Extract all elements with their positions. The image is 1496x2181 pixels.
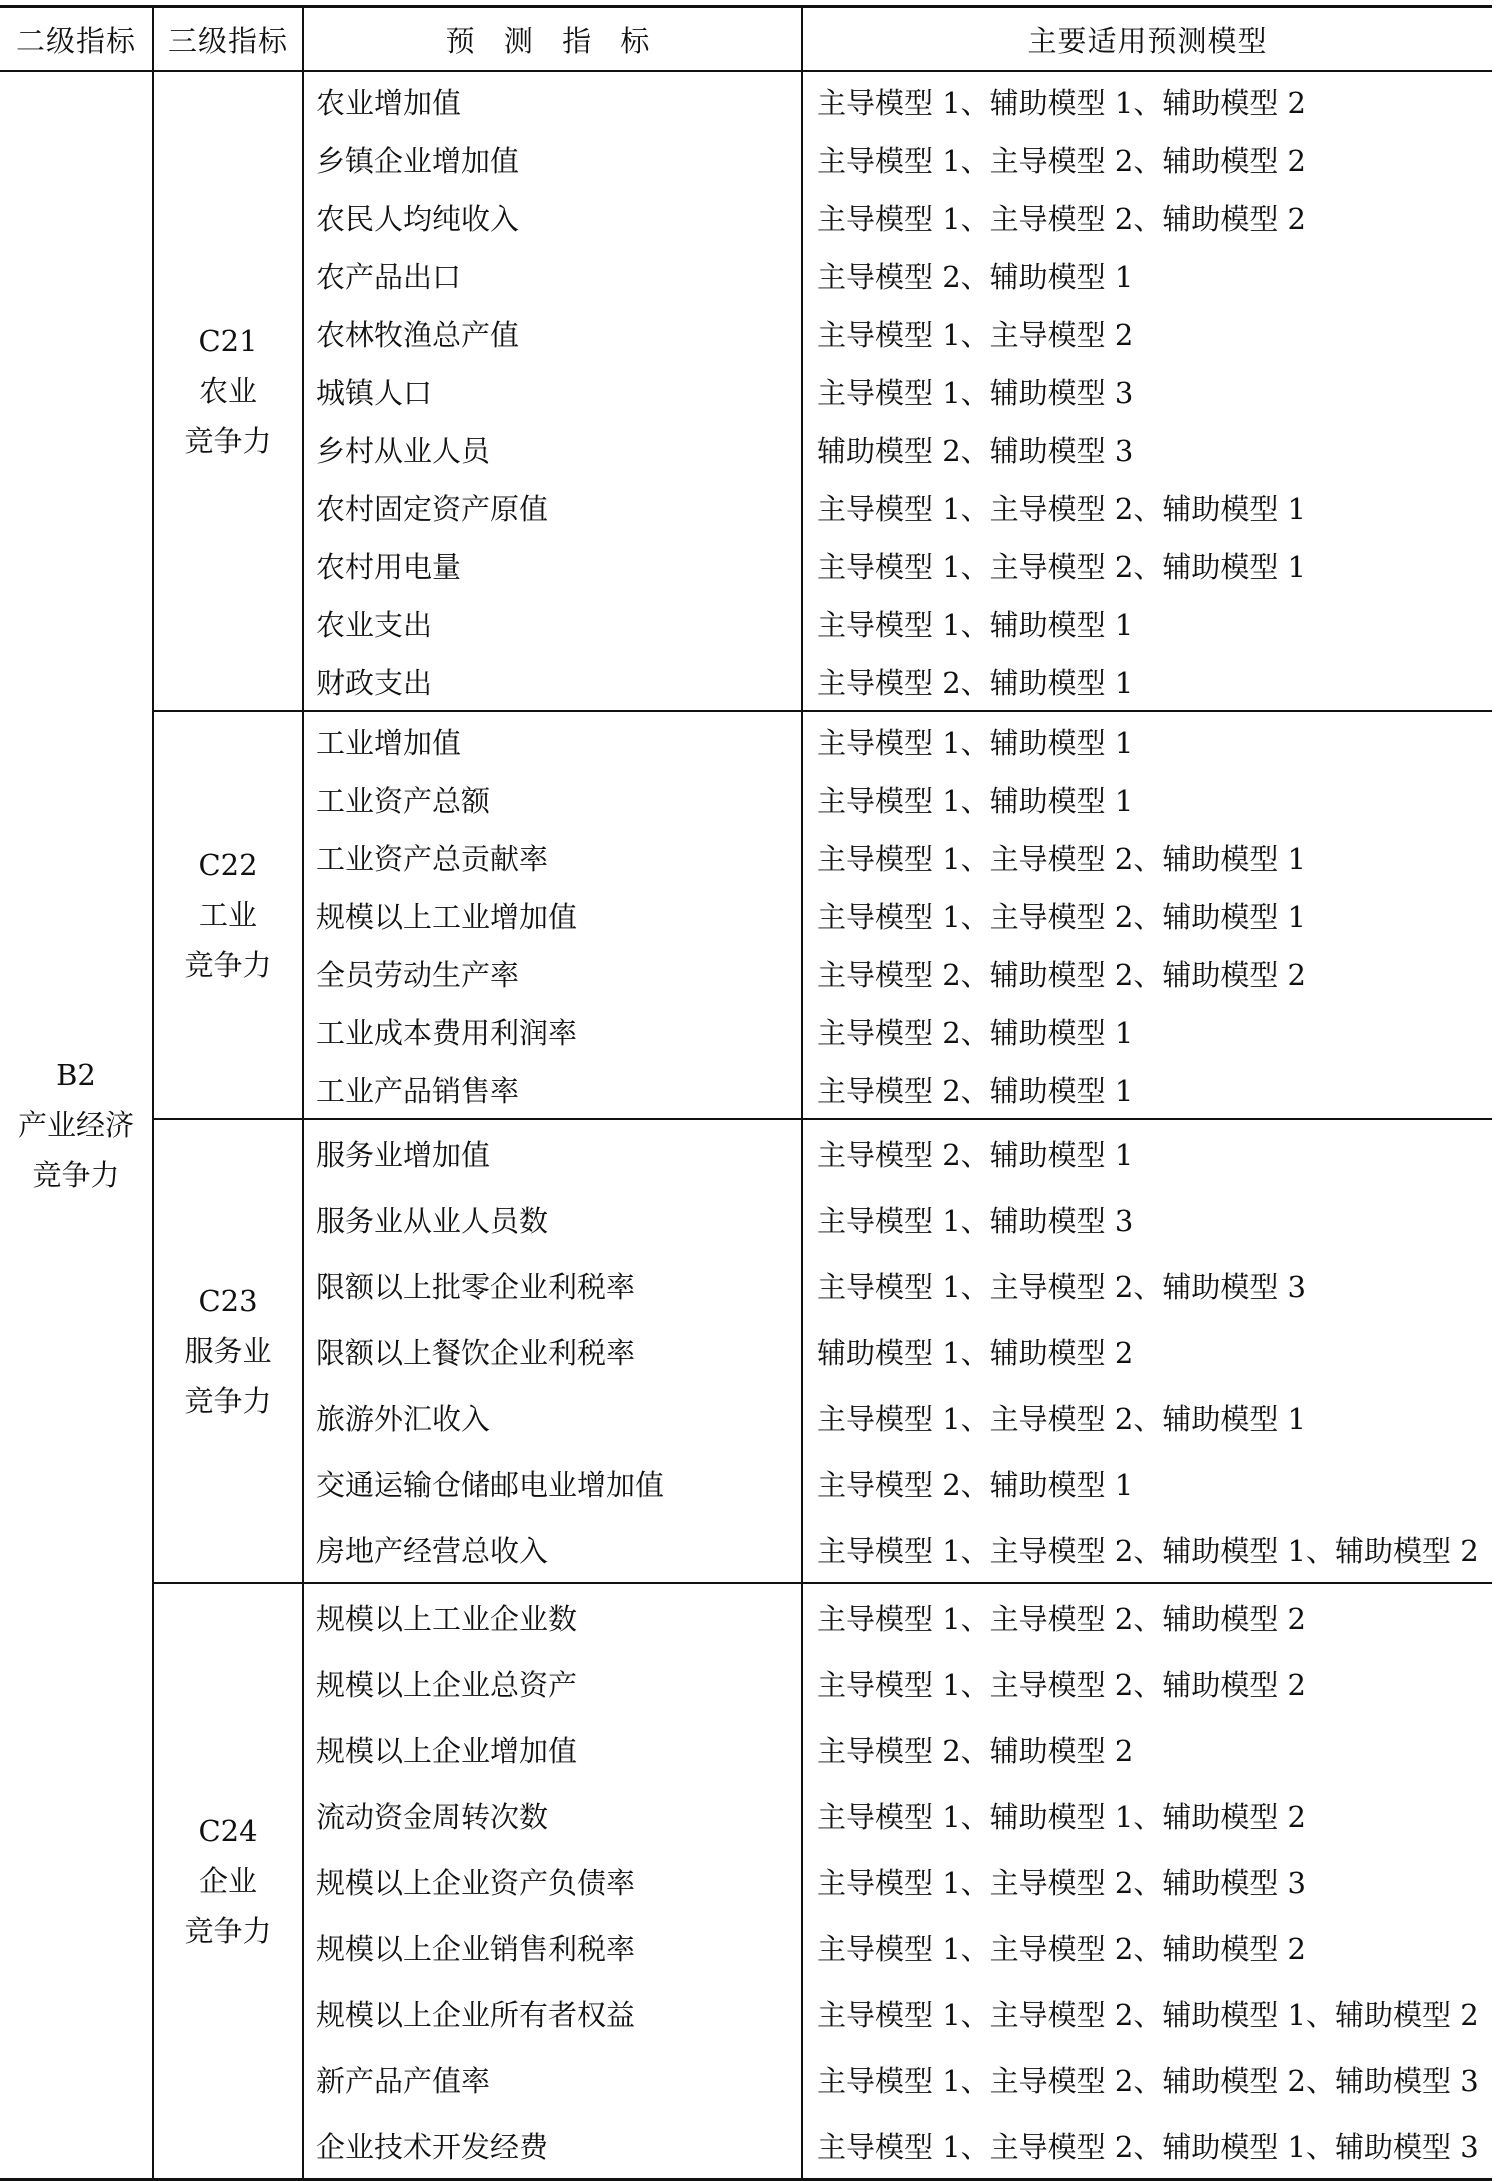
model-cell: 主导模型 1、主导模型 2、辅助模型 2	[802, 1583, 1492, 1650]
level3-name: 工业	[198, 898, 257, 932]
header-indicator: 预 测 指 标	[303, 7, 802, 72]
level3-cell	[153, 1119, 303, 1583]
model-cell: 主导模型 1、主导模型 2、辅助模型 2、辅助模型 3	[802, 2046, 1492, 2112]
model-cell: 主导模型 1、辅助模型 1	[802, 770, 1492, 828]
model-cell: 主导模型 1、主导模型 2、辅助模型 3	[802, 1848, 1492, 1914]
indicator-cell: 限额以上餐饮企业利税率	[303, 1318, 802, 1384]
indicator-cell: 农产品出口	[303, 246, 802, 304]
level2-code: B2	[56, 1058, 96, 1092]
table-body	[0, 71, 1492, 2180]
level3-suffix: 竞争力	[184, 1384, 272, 1418]
indicator-cell: 限额以上批零企业利税率	[303, 1252, 802, 1318]
level3-cell	[153, 71, 303, 711]
level3-suffix: 竞争力	[184, 948, 272, 982]
table-row	[0, 1119, 1492, 1186]
level2-suffix: 竞争力	[32, 1158, 120, 1192]
indicator-cell: 新产品产值率	[303, 2046, 802, 2112]
level2-cell	[0, 71, 153, 2180]
model-cell: 主导模型 2、辅助模型 1	[802, 246, 1492, 304]
model-cell: 主导模型 1、主导模型 2、辅助模型 1、辅助模型 2	[802, 1980, 1492, 2046]
indicator-cell: 工业产品销售率	[303, 1060, 802, 1119]
model-cell: 主导模型 1、主导模型 2、辅助模型 2	[802, 1650, 1492, 1716]
indicator-cell: 企业技术开发经费	[303, 2112, 802, 2180]
table-row	[0, 71, 1492, 130]
model-cell: 辅助模型 1、辅助模型 2	[802, 1318, 1492, 1384]
indicator-cell: 工业资产总贡献率	[303, 828, 802, 886]
level3-cell	[153, 711, 303, 1119]
level3-code: C22	[198, 848, 258, 882]
indicator-cell: 规模以上企业增加值	[303, 1716, 802, 1782]
indicator-cell: 规模以上企业总资产	[303, 1650, 802, 1716]
model-cell: 主导模型 1、主导模型 2、辅助模型 1	[802, 478, 1492, 536]
indicator-cell: 规模以上工业增加值	[303, 886, 802, 944]
model-cell: 主导模型 1、辅助模型 1、辅助模型 2	[802, 71, 1492, 130]
indicator-cell: 农业支出	[303, 594, 802, 652]
indicator-cell: 农村固定资产原值	[303, 478, 802, 536]
indicator-cell: 规模以上企业销售利税率	[303, 1914, 802, 1980]
indicator-cell: 全员劳动生产率	[303, 944, 802, 1002]
indicator-cell: 工业资产总额	[303, 770, 802, 828]
indicator-cell: 规模以上企业资产负债率	[303, 1848, 802, 1914]
model-cell: 主导模型 1、主导模型 2、辅助模型 1	[802, 536, 1492, 594]
indicator-cell: 财政支出	[303, 652, 802, 711]
table-row	[0, 1583, 1492, 1650]
model-cell: 主导模型 1、主导模型 2、辅助模型 3	[802, 1252, 1492, 1318]
indicator-cell: 交通运输仓储邮电业增加值	[303, 1450, 802, 1516]
model-cell: 主导模型 1、主导模型 2	[802, 304, 1492, 362]
header-model: 主要适用预测模型	[802, 7, 1492, 72]
model-cell: 主导模型 1、主导模型 2、辅助模型 1	[802, 828, 1492, 886]
indicator-cell: 规模以上工业企业数	[303, 1583, 802, 1650]
indicator-cell: 农业增加值	[303, 71, 802, 130]
model-cell: 主导模型 1、辅助模型 1	[802, 711, 1492, 770]
indicator-cell: 农民人均纯收入	[303, 188, 802, 246]
indicator-model-table	[0, 5, 1492, 2181]
level3-suffix: 竞争力	[184, 424, 272, 458]
model-cell: 主导模型 1、辅助模型 3	[802, 1186, 1492, 1252]
indicator-cell: 服务业增加值	[303, 1119, 802, 1186]
level3-cell	[153, 1583, 303, 2180]
table-row	[0, 711, 1492, 770]
indicator-cell: 工业增加值	[303, 711, 802, 770]
indicator-cell: 规模以上企业所有者权益	[303, 1980, 802, 2046]
level3-code: C21	[198, 324, 258, 358]
model-cell: 主导模型 2、辅助模型 1	[802, 652, 1492, 711]
indicator-cell: 流动资金周转次数	[303, 1782, 802, 1848]
level3-code: C24	[198, 1814, 258, 1848]
model-cell: 主导模型 1、辅助模型 3	[802, 362, 1492, 420]
model-cell: 主导模型 2、辅助模型 2	[802, 1716, 1492, 1782]
level3-name: 企业	[198, 1864, 257, 1898]
model-cell: 主导模型 1、主导模型 2、辅助模型 2	[802, 130, 1492, 188]
model-cell: 主导模型 1、辅助模型 1	[802, 594, 1492, 652]
model-cell: 主导模型 2、辅助模型 2、辅助模型 2	[802, 944, 1492, 1002]
indicator-cell: 房地产经营总收入	[303, 1516, 802, 1583]
indicator-cell: 乡村从业人员	[303, 420, 802, 478]
model-cell: 主导模型 1、主导模型 2、辅助模型 1、辅助模型 2	[802, 1516, 1492, 1583]
indicator-cell: 工业成本费用利润率	[303, 1002, 802, 1060]
indicator-cell: 乡镇企业增加值	[303, 130, 802, 188]
model-cell: 主导模型 1、主导模型 2、辅助模型 1、辅助模型 3	[802, 2112, 1492, 2180]
header-level3: 三级指标	[153, 7, 303, 72]
model-cell: 主导模型 1、主导模型 2、辅助模型 2	[802, 188, 1492, 246]
model-cell: 主导模型 1、主导模型 2、辅助模型 2	[802, 1914, 1492, 1980]
indicator-cell: 农林牧渔总产值	[303, 304, 802, 362]
indicator-cell: 旅游外汇收入	[303, 1384, 802, 1450]
model-cell: 辅助模型 2、辅助模型 3	[802, 420, 1492, 478]
level3-name: 服务业	[184, 1334, 272, 1368]
model-cell: 主导模型 2、辅助模型 1	[802, 1450, 1492, 1516]
model-cell: 主导模型 1、主导模型 2、辅助模型 1	[802, 886, 1492, 944]
model-cell: 主导模型 2、辅助模型 1	[802, 1002, 1492, 1060]
model-cell: 主导模型 2、辅助模型 1	[802, 1119, 1492, 1186]
header-level2: 二级指标	[0, 7, 153, 72]
model-cell: 主导模型 1、主导模型 2、辅助模型 1	[802, 1384, 1492, 1450]
indicator-cell: 城镇人口	[303, 362, 802, 420]
model-cell: 主导模型 1、辅助模型 1、辅助模型 2	[802, 1782, 1492, 1848]
header-row	[0, 7, 1492, 72]
level3-code: C23	[198, 1284, 258, 1318]
level3-name: 农业	[198, 374, 257, 408]
level3-suffix: 竞争力	[184, 1914, 272, 1948]
model-cell: 主导模型 2、辅助模型 1	[802, 1060, 1492, 1119]
indicator-cell: 服务业从业人员数	[303, 1186, 802, 1252]
indicator-cell: 农村用电量	[303, 536, 802, 594]
level2-name: 产业经济	[17, 1108, 134, 1142]
